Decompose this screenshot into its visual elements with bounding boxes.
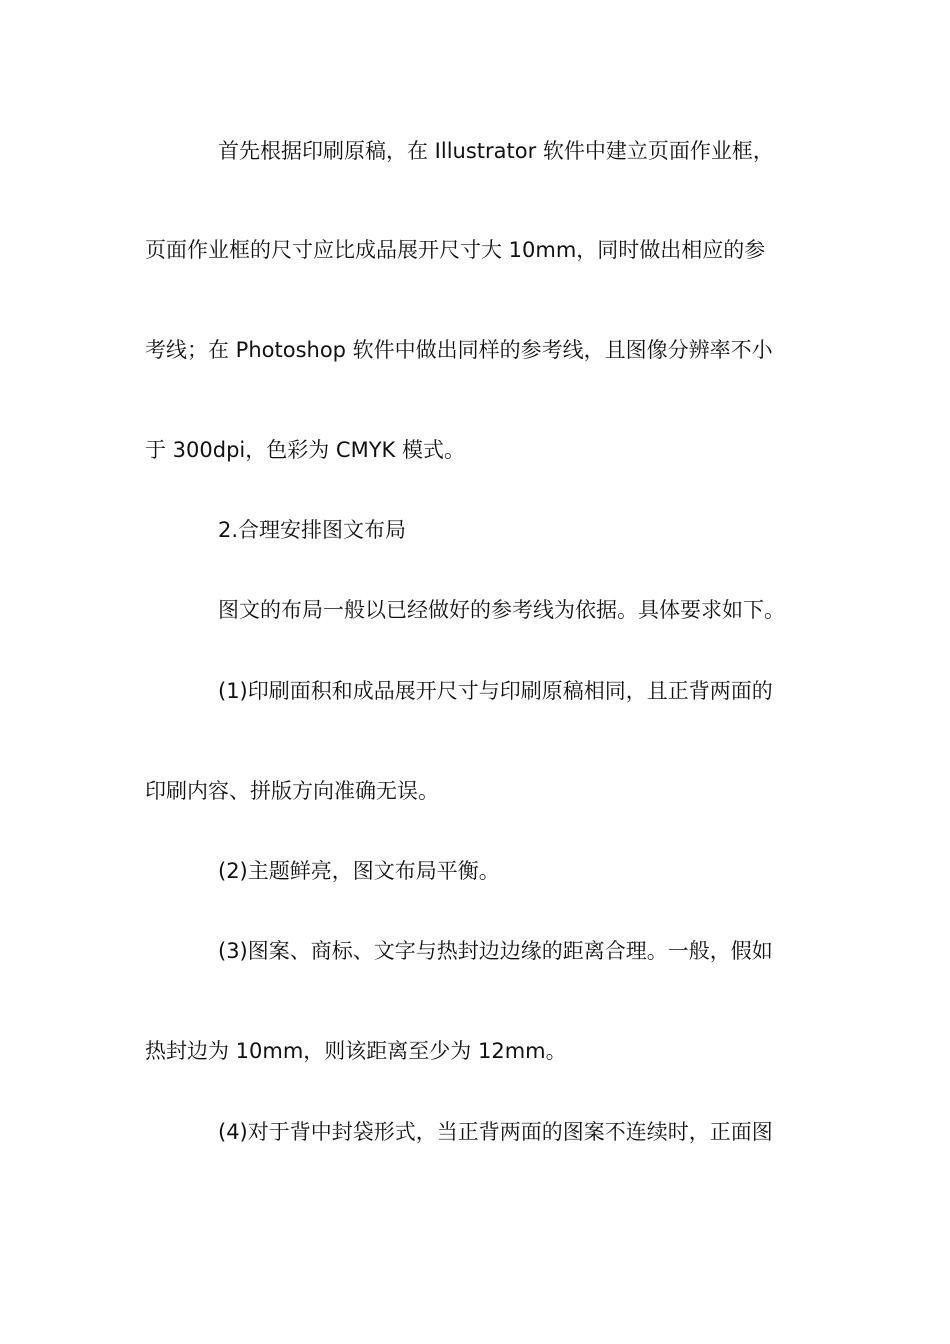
paragraph-line-1: 首先根据印刷原稿，在 Illustrator 软件中建立页面作业框， (218, 139, 774, 163)
paragraph-line-2: 页面作业框的尺寸应比成品展开尺寸大 10mm，同时做出相应的参 (145, 238, 766, 262)
list-item-2: (2)主题鲜亮，图文布局平衡。 (218, 859, 500, 883)
list-item-3-line-1: (3)图案、商标、文字与热封边边缘的距离合理。一般，假如 (218, 939, 773, 963)
list-item-3-line-2: 热封边为 10mm，则该距离至少为 12mm。 (145, 1039, 567, 1063)
paragraph-line-4: 于 300dpi，色彩为 CMYK 模式。 (145, 438, 465, 462)
list-item-1-line-2: 印刷内容、拼版方向准确无误。 (145, 779, 439, 803)
paragraph-line-3: 考线；在 Photoshop 软件中做出同样的参考线，且图像分辨率不小 (145, 338, 773, 362)
list-item-1-line-1: (1)印刷面积和成品展开尺寸与印刷原稿相同，且正背两面的 (218, 679, 773, 703)
list-item-4-line-1: (4)对于背中封袋形式，当正背两面的图案不连续时，正面图 (218, 1120, 773, 1144)
paragraph-line-6: 图文的布局一般以已经做好的参考线为依据。具体要求如下。 (218, 598, 785, 622)
section-heading: 2.合理安排图文布局 (218, 518, 407, 542)
